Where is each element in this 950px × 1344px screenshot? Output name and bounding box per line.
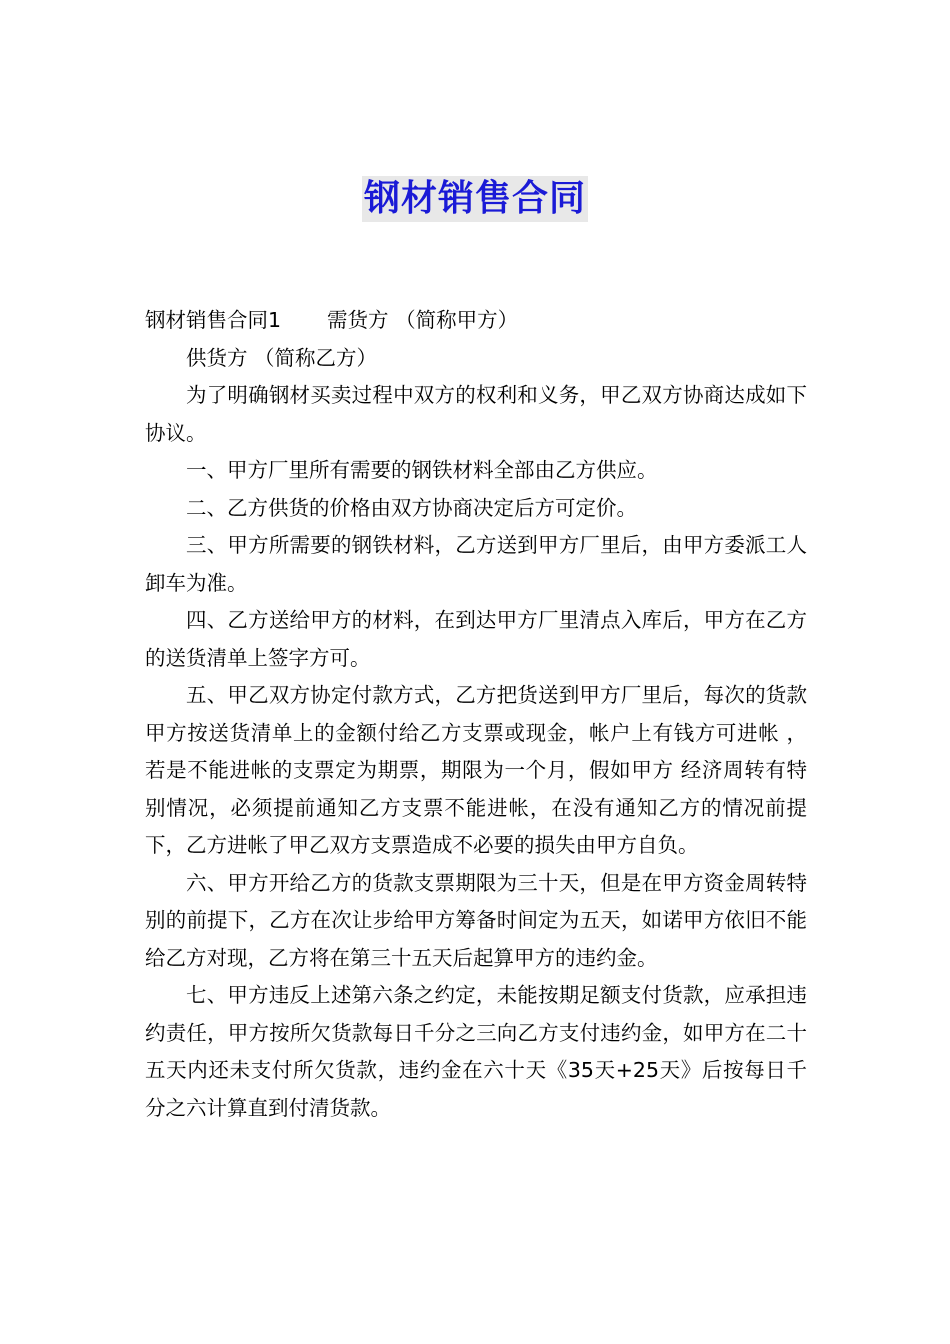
clause-1: 一、甲方厂里所有需要的钢铁材料全部由乙方供应。 bbox=[186, 458, 658, 482]
buyer-label: 需货方 （简称甲方） bbox=[327, 308, 519, 332]
paragraph-seller: 供货方 （简称乙方） bbox=[186, 345, 378, 370]
title-container bbox=[0, 176, 950, 222]
heading-line bbox=[145, 302, 807, 340]
clause-3: 三、甲方所需要的钢铁材料，乙方送到甲方厂里后，由甲方委派工人卸车为准。 bbox=[145, 533, 807, 595]
clause-4: 四、乙方送给甲方的材料，在到达甲方厂里清点入库后，甲方在乙方的送货清单上签字方可。 bbox=[145, 608, 807, 670]
clause-7: 七、甲方违反上述第六条之约定，未能按期足额支付货款，应承担违约责任，甲方按所欠货款每日千分之三向乙方支付违约金，如甲方在二十五天内还未支付所欠货款，违约金在六十天《35天+25天》后按每日千分之六计算直到付清货款。 bbox=[145, 983, 807, 1120]
clause-5: 五、甲乙双方协定付款方式，乙方把货送到甲方厂里后，每次的货款甲方按送货清单上的金额付给乙方支票或现金，帐户上有钱方可进帐 ，若是不能进帐的支票定为期票，期限为一个月，假如甲方 经济周转有特别情况，必须提前通知乙方支票不能进帐，在没有通知乙方的情况前提下，乙方进帐了甲乙双方支票造成不必要的损失由甲方自负。 bbox=[145, 683, 807, 857]
document-body bbox=[145, 302, 807, 1127]
contract-number-label: 钢材销售合同1 bbox=[145, 308, 282, 332]
paragraph-intro: 为了明确钢材买卖过程中双方的权利和义务，甲乙双方协商达成如下协议。 bbox=[145, 383, 807, 445]
clause-6: 六、甲方开给乙方的货款支票期限为三十天，但是在甲方资金周转特别的前提下，乙方在次让步给甲方筹备时间定为五天，如诺甲方依旧不能给乙方对现，乙方将在第三十五天后起算甲方的违约金。 bbox=[145, 870, 807, 970]
clause-2: 二、乙方供货的价格由双方协商决定后方可定价。 bbox=[186, 495, 637, 520]
document-title: 钢材销售合同 bbox=[362, 176, 588, 222]
